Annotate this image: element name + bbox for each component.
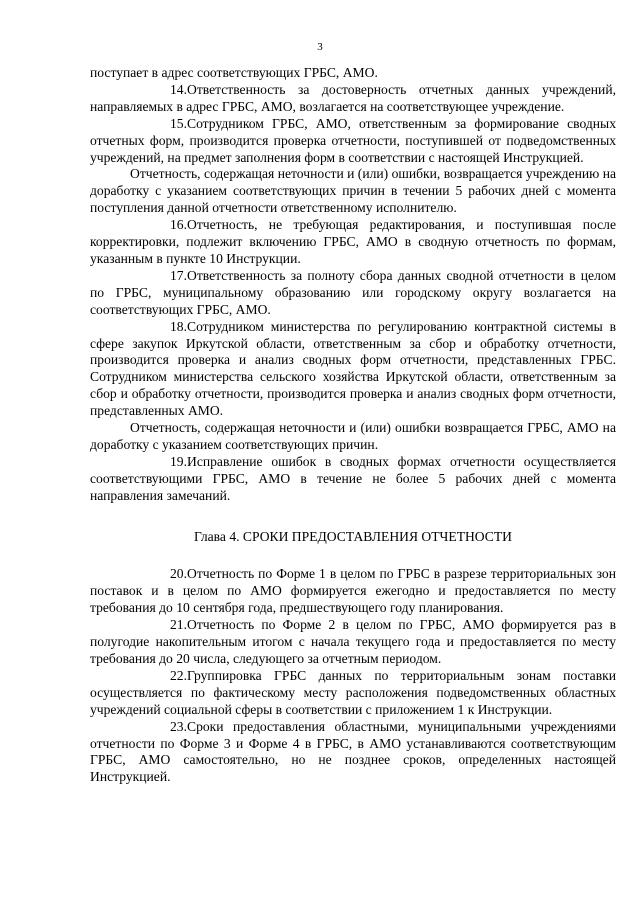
paragraph-text: Отчетность по Форме 2 в целом по ГРБС, АМО формируется раз в полугодие накопительным итогом с начала текущего года и предоставляется по месту требования до 20 числа, следующего за отчетным периодом. <box>90 617 616 666</box>
paragraph-text: Сроки предоставления областными, муниципальными учреждениями отчетности по Форме 3 и Форме 4 в ГРБС, в АМО устанавливаются соответствующим ГРБС, АМО самостоятельно, но не позднее сроков, определенных настоящей Инструкцией. <box>90 718 616 785</box>
paragraph-number: 15. <box>170 115 187 131</box>
paragraph <box>90 566 616 617</box>
paragraph-number: 17. <box>170 267 187 283</box>
paragraph-text: поступает в адрес соответствующих ГРБС, АМО. <box>90 65 378 80</box>
paragraph-text: Сотрудником ГРБС, АМО, ответственным за формирование сводных отчетных форм, производится проверка отчетности, поступившей от подведомственных учреждений, на предмет заполнения форм в соответствии с настоящей Инструкцией. <box>90 115 616 165</box>
paragraph-text: Группировка ГРБС данных по территориальным зонам поставки осуществляется по фактическому месту расположения подведомственных областных учреждений социальной сферы в соответствии с приложением 1 к Инструкции. <box>90 667 616 717</box>
paragraph <box>90 65 616 82</box>
paragraphs-before-chapter <box>90 65 616 505</box>
paragraph <box>90 166 616 217</box>
paragraph <box>90 268 616 319</box>
paragraph-text: Ответственность за полноту сбора данных сводной отчетности в целом по ГРБС, муниципальному образованию или городскому округу возлагается на соответствующих ГРБС, АМО. <box>90 267 616 317</box>
paragraph <box>90 719 616 787</box>
chapter-heading: Глава 4. СРОКИ ПРЕДОСТАВЛЕНИЯ ОТЧЕТНОСТИ <box>194 528 512 544</box>
paragraph-number: 23. <box>170 718 187 734</box>
paragraph <box>90 617 616 668</box>
paragraph-text: Отчетность, содержащая неточности и (или) ошибки, возвращается учреждению на доработку с указанием соответствующих причин в течении 5 рабочих дней с момента поступления данной отчетности ответственному исполнителю. <box>90 166 616 216</box>
paragraph <box>90 82 616 116</box>
paragraph-text: Исправление ошибок в сводных формах отчетности осуществляется соответствующими ГРБС, АМО в течение не более 5 рабочих дней с момента направления замечаний. <box>90 453 616 503</box>
paragraph-text: Сотрудником министерства по регулированию контрактной системы в сфере закупок Иркутской области, ответственным за сбор и обработку отчетности, производится проверка и анализ сводных форм отчетности, представленных ГРБС. Сотрудником министерства сельского хозяйства Иркутской области, ответственным за сбор и обработку отчетности, производится проверка и анализ сводных форм отчетности, представленных АМО. <box>90 318 616 419</box>
paragraph <box>90 217 616 268</box>
paragraph-number: 19. <box>170 453 187 469</box>
paragraph-text: Отчетность, не требующая редактирования, и поступившая после корректировки, подлежит включению ГРБС, АМО в сводную отчетность по формам, указанным в пункте 10 Инструкции. <box>90 217 616 266</box>
paragraph-number: 14. <box>170 81 187 97</box>
paragraph <box>90 454 616 505</box>
paragraph-text: Отчетность, содержащая неточности и (или) ошибки возвращается ГРБС, АМО на доработку с указанием соответствующих причин. <box>90 420 616 452</box>
paragraph-text: Ответственность за достоверность отчетных данных учреждений, направляемых в адрес ГРБС, АМО, возлагается на соответствующее учреждение. <box>90 81 616 114</box>
paragraph-number: 18. <box>170 318 187 334</box>
paragraph <box>90 668 616 719</box>
paragraph <box>90 420 616 454</box>
paragraph <box>90 116 616 167</box>
paragraph-number: 21. <box>170 617 187 633</box>
paragraph-number: 22. <box>170 667 187 683</box>
page-number: 3 <box>317 41 323 53</box>
document-body <box>90 65 616 786</box>
paragraph-number: 20. <box>170 566 187 582</box>
paragraphs-after-chapter <box>90 566 616 786</box>
paragraph-text: Отчетность по Форме 1 в целом по ГРБС в разрезе территориальных зон поставок и в целом по АМО формируется ежегодно и предоставляется по месту требования до 10 сентября года, предшествующего году планирования. <box>90 566 616 616</box>
paragraph <box>90 319 616 420</box>
paragraph-number: 16. <box>170 217 187 233</box>
